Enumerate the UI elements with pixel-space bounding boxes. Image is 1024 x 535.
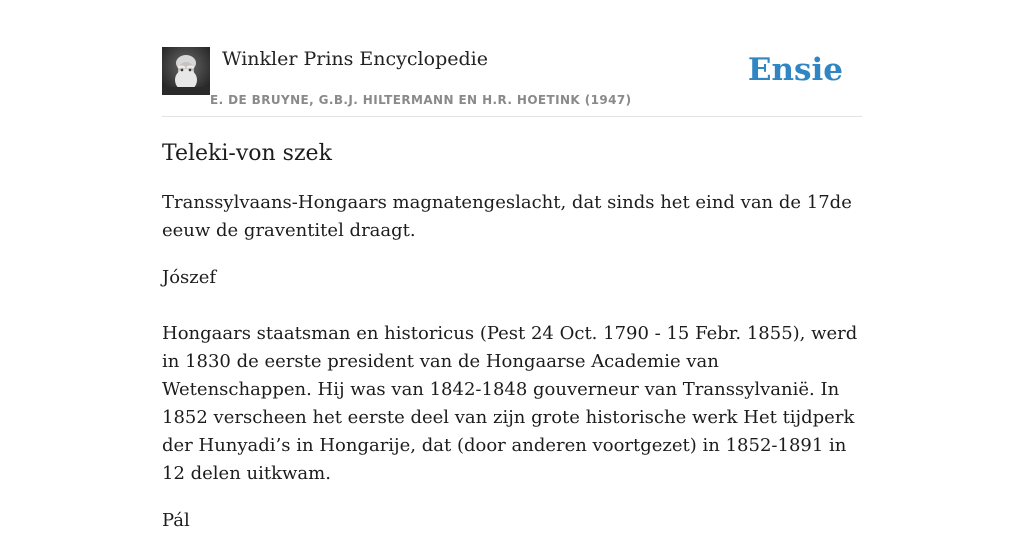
subject-name: Pál — [162, 510, 190, 531]
subject-name: Jószef — [162, 267, 217, 288]
article-content — [162, 132, 862, 535]
subject-text: Hongaars staatsman en historicus (Pest 24 Oct. 1790 - 15 Febr. 1855), werd in 1830 de eerste president van de Hongaarse Academie van Wetenschappen. Hij was van 1842-1848 gouverneur van Transsylvanië. In 1852 verscheen het eerste deel van zijn grote historische werk Het tijdperk der Hunyadi’s in Hongarije, dat (door anderen voortgezet) in 1852-1891 in 12 delen uitkwam. — [162, 323, 858, 484]
ensie-logo[interactable]: Ensie — [747, 52, 843, 88]
authors-line: E. DE BRUYNE, G.B.J. HILTERMANN EN H.R. HOETINK (1947) — [210, 93, 632, 107]
article-title: Teleki-von szek — [162, 141, 332, 166]
site-header — [162, 46, 862, 117]
article-intro: Transsylvaans-Hongaars magnatengeslacht, dat sinds het eind van de 17de eeuw de graventitel draagt. — [162, 192, 852, 241]
author-portrait-icon[interactable] — [162, 47, 210, 95]
site-title[interactable]: Winkler Prins Encyclopedie — [222, 48, 488, 70]
